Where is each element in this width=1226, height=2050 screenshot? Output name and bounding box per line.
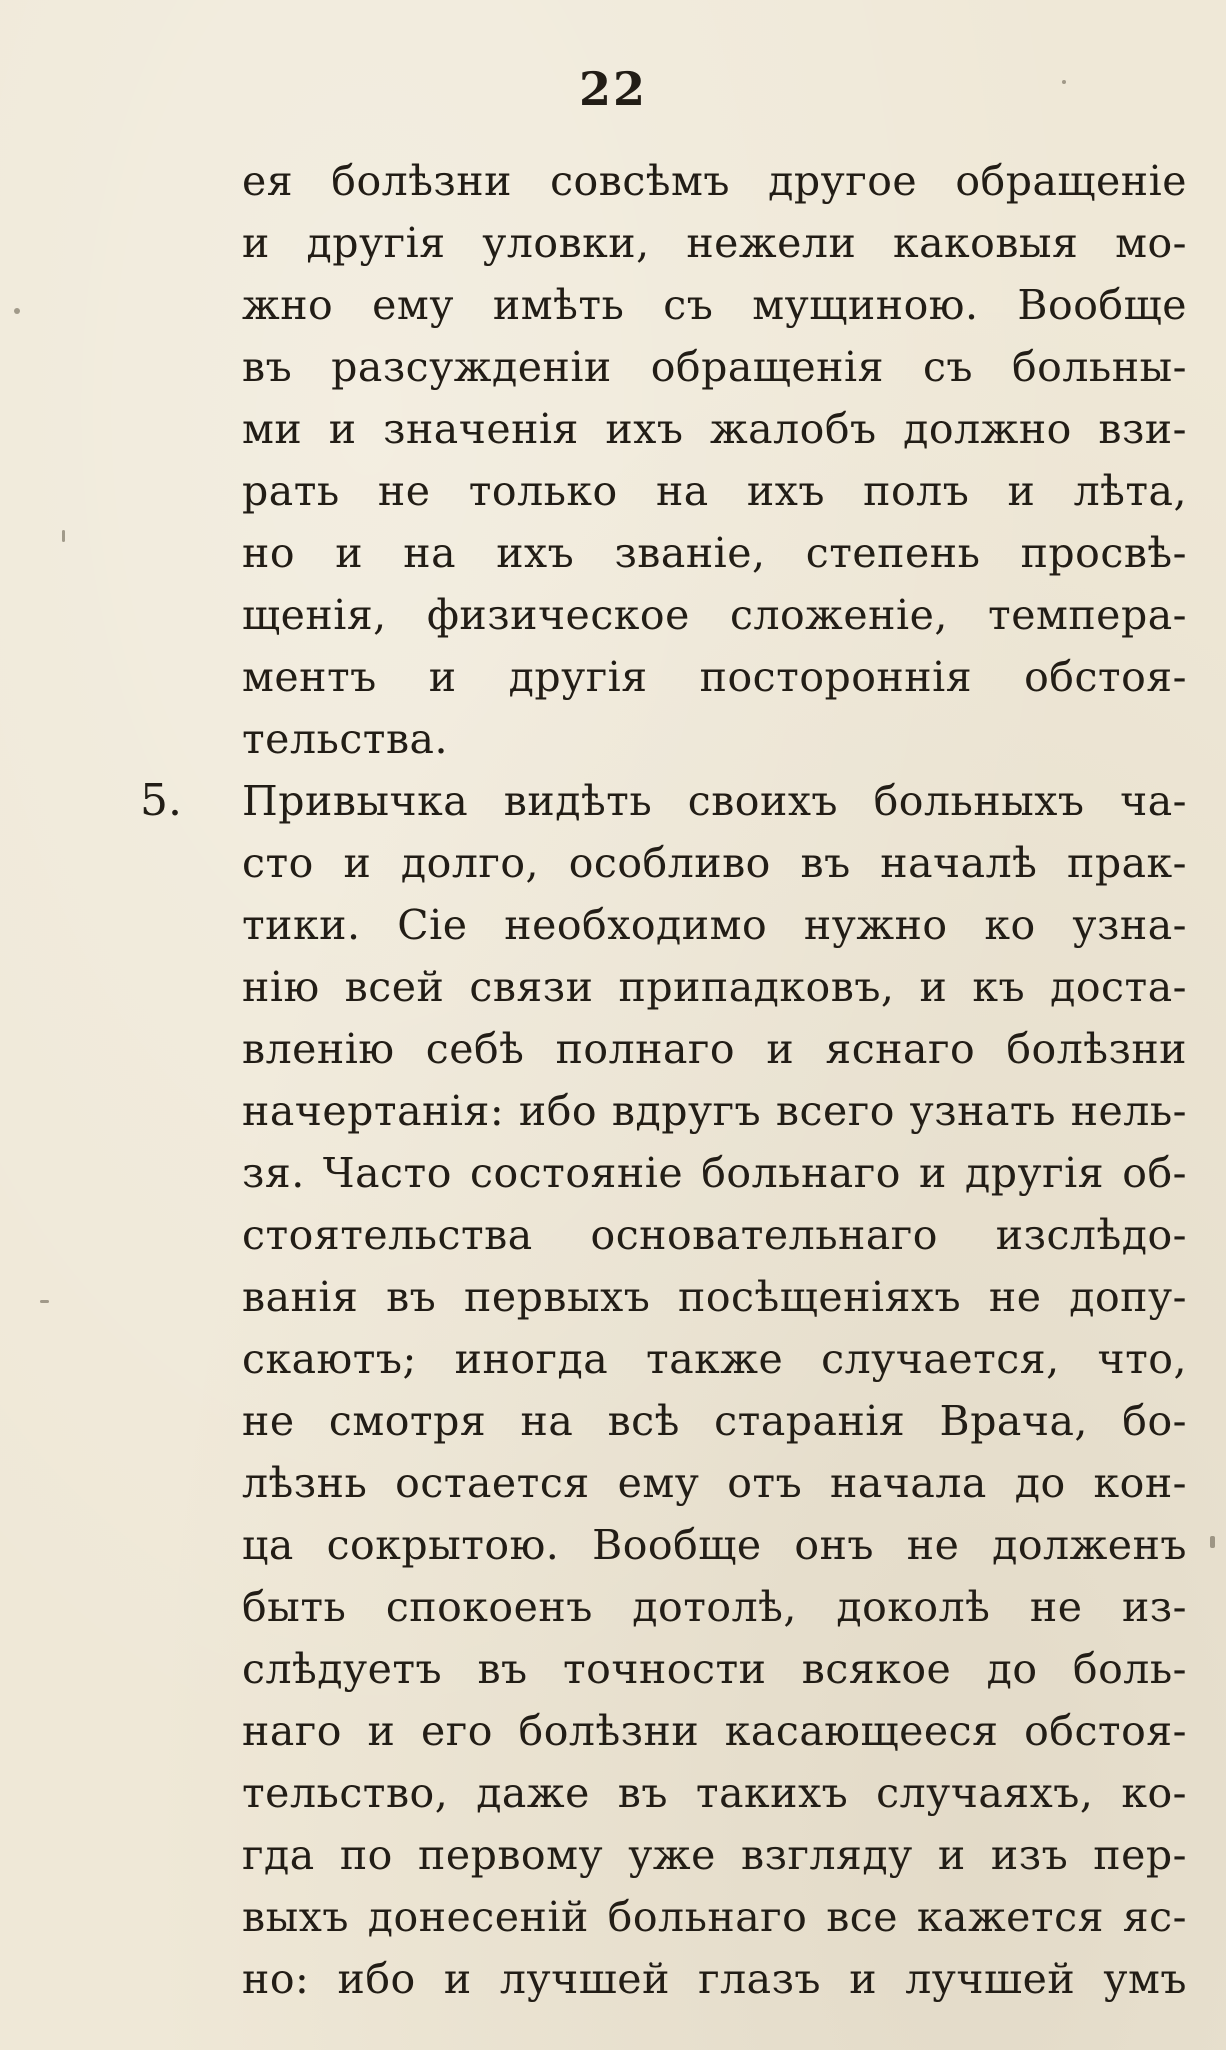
text-line: ея болѣзни совсѣмъ другое обращеніе: [242, 157, 1187, 205]
text-line: быть спокоенъ дотолѣ, доколѣ не из-: [242, 1583, 1187, 1631]
text-line: жно ему имѣть съ мущиною. Вообще: [242, 281, 1187, 329]
text-line: стоятельства основательнаго изслѣдо-: [242, 1211, 1187, 1259]
text-line: гда по первому уже взгляду и изъ пер-: [242, 1831, 1187, 1879]
text-line: не смотря на всѣ старанія Врача, бо-: [242, 1397, 1187, 1445]
text-line: лѣзнь остается ему отъ начала до кон-: [242, 1459, 1187, 1507]
text-line: сто и долго, особливо въ началѣ прак-: [242, 839, 1187, 887]
page-number: 22: [578, 62, 647, 116]
paper-speck: [1062, 80, 1066, 84]
text-line: выхъ донесеній больнаго все кажется яс-: [242, 1893, 1187, 1941]
text-line: вленію себѣ полнаго и яснаго болѣзни: [242, 1025, 1187, 1073]
text-line: начертанія: ибо вдругъ всего узнать нель-: [242, 1087, 1187, 1135]
text-line: ментъ и другія постороннія обстоя-: [242, 653, 1187, 701]
text-line: тельство, даже въ такихъ случаяхъ, ко-: [242, 1769, 1187, 1817]
paper-speck: [40, 1300, 49, 1303]
text-line: тельства.: [242, 715, 449, 763]
text-line: въ разсужденіи обращенія съ больны-: [242, 343, 1187, 391]
text-line: слѣдуетъ въ точности всякое до боль-: [242, 1645, 1187, 1693]
paper-speck: [1210, 1536, 1215, 1548]
text-line: нію всей связи припадковъ, и къ доста-: [242, 963, 1187, 1011]
text-line: наго и его болѣзни касающееся обстоя-: [242, 1707, 1187, 1755]
text-line: зя. Часто состояніе больнаго и другія об-: [242, 1149, 1187, 1197]
paper-speck: [62, 530, 65, 542]
text-line: рать не только на ихъ полъ и лѣта,: [242, 467, 1187, 515]
text-line: и другія уловки, нежели каковыя мо-: [242, 219, 1187, 267]
paper-speck: [14, 308, 20, 314]
text-line: но и на ихъ званіе, степень просвѣ-: [242, 529, 1187, 577]
text-line: ми и значенія ихъ жалобъ должно взи-: [242, 405, 1187, 453]
text-line: ванія въ первыхъ посѣщеніяхъ не допу-: [242, 1273, 1187, 1321]
text-line: Привычка видѣть своихъ больныхъ ча-: [242, 777, 1187, 825]
item-number: 5.: [140, 775, 182, 826]
text-line: ца сокрытою. Вообще онъ не долженъ: [242, 1521, 1187, 1569]
text-line: тики. Сіе необходимо нужно ко узна-: [242, 901, 1187, 949]
text-line: щенія, физическое сложеніе, темпера-: [242, 591, 1187, 639]
text-line: скаютъ; иногда также случается, что,: [242, 1335, 1187, 1383]
text-line: но: ибо и лучшей глазъ и лучшей умъ: [242, 1955, 1187, 2003]
